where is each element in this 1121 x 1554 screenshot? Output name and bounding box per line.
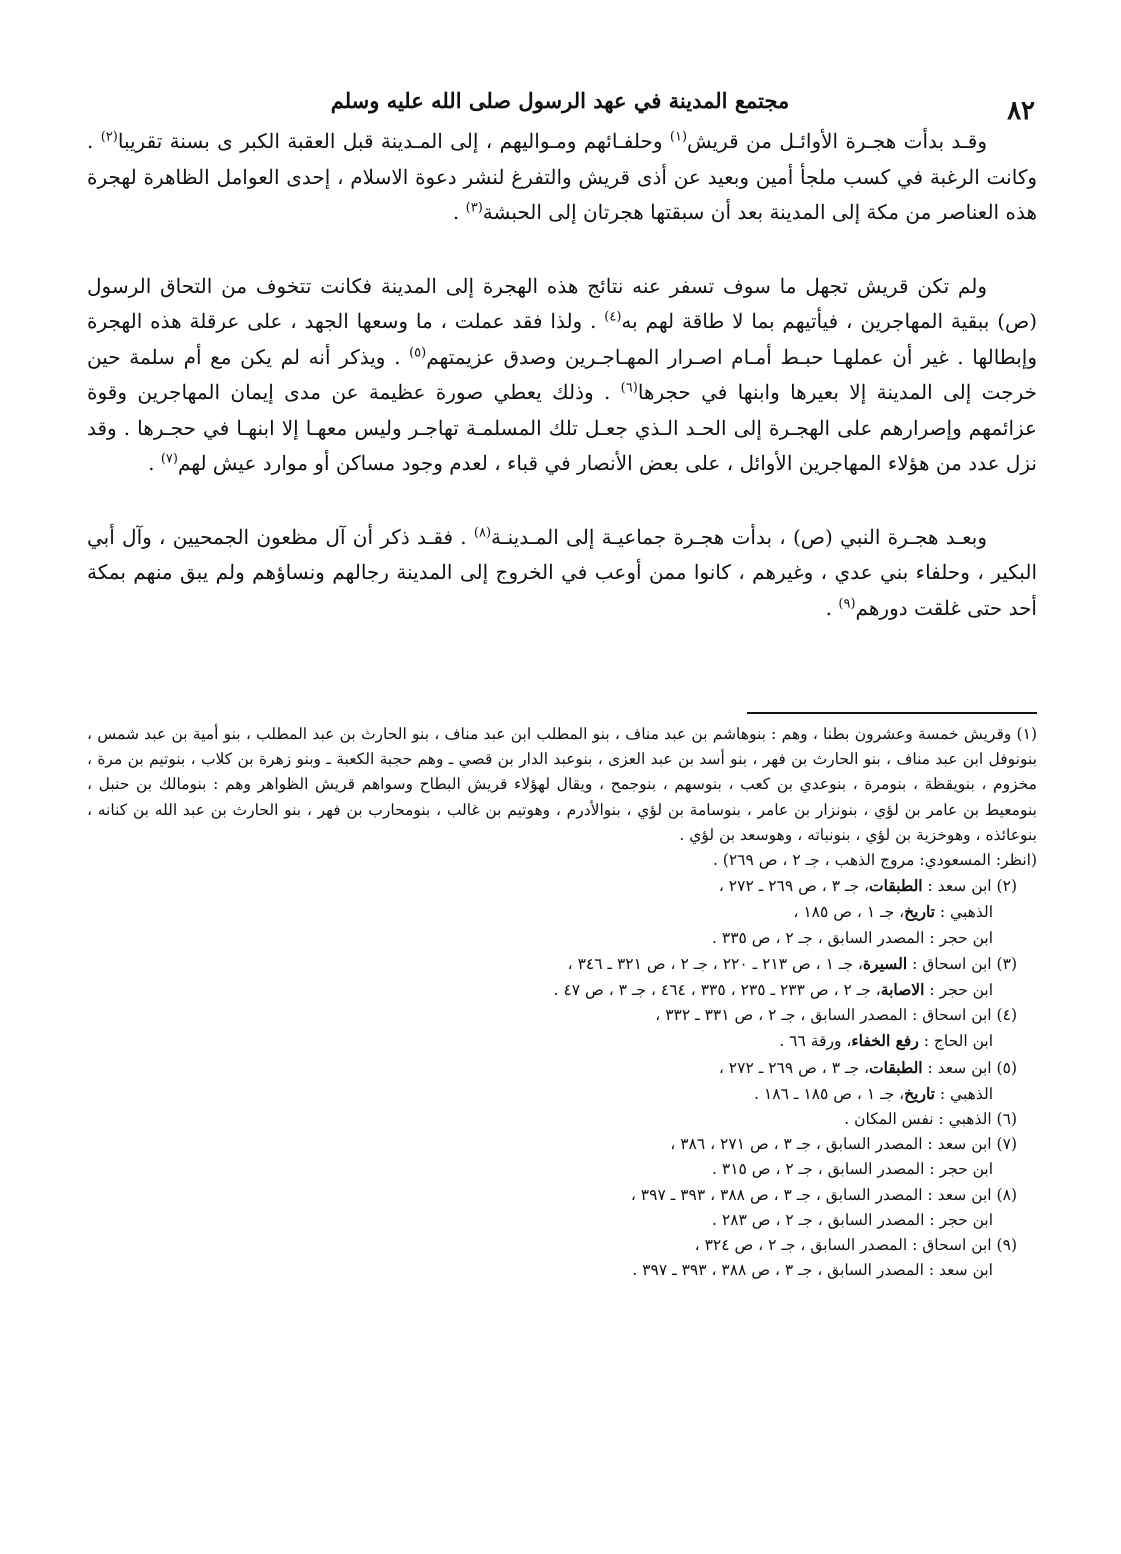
citation-entry (87, 1107, 1037, 1132)
citation-detail: ، جـ ١ ، ص ١٨٥ ، (793, 903, 905, 922)
citation-entry (87, 1233, 1037, 1258)
paragraph-text: . ولذا فقد عملت ، ما وسعها الجهد ، على عرقلة هذه الهجرة وإبطالها . غير أن عملهـا حبـط أمـام اصـرار المهـاجـرين وصدق عزيمتهم (87, 309, 1037, 369)
citation-entry (87, 977, 1037, 1003)
citation-detail: المصدر السابق ، جـ ٣ ، ص ٣٨٨ ، ٣٩٣ ـ ٣٩٧ . (632, 1261, 924, 1280)
citation-detail: المصدر السابق ، جـ ٢ ، ص ٢٨٣ . (712, 1210, 925, 1229)
citation-author: ابن حجر : (924, 1160, 993, 1179)
citation-number: (٦) (991, 1110, 1017, 1129)
body-text (87, 124, 1037, 626)
citation-detail: المصدر السابق ، جـ ٢ ، ص ٣٢٤ ، (694, 1236, 908, 1255)
citation-title: تاريخ (904, 902, 935, 922)
citation-entry (87, 1258, 1037, 1283)
citation-number: (٩) (991, 1236, 1017, 1255)
citation-author: الذهبي : (934, 1084, 993, 1103)
citation-entry (87, 926, 1037, 951)
footnote-reference: (٩) (838, 595, 856, 611)
citation-author: ابن اسحاق : (907, 954, 992, 973)
citation-entry (87, 951, 1037, 977)
citation-entry (87, 899, 1037, 925)
citation-number: (٢) (991, 877, 1017, 896)
body-paragraph (87, 124, 1037, 231)
running-head: مجتمع المدينة في عهد الرسول صلى الله عليه وسلم (330, 88, 790, 113)
citation-author: ابن سعد : (922, 1185, 992, 1204)
body-paragraph (87, 269, 1037, 482)
citation-detail: ، جـ ٣ ، ص ٢٦٩ ـ ٢٧٢ ، (718, 877, 870, 896)
citation-detail: المصدر السابق ، جـ ٢ ، ص ٣٣٥ . (712, 928, 925, 947)
citation-detail: ، جـ ١ ، ص ١٨٥ ـ ١٨٦ . (754, 1084, 905, 1103)
paragraph-text: ولم تكن قريش تجهل ما سوف تسفر عنه نتائج هذه الهجرة إلى المدينة فكانت تتخوف من التحاق الرسول (ص) ببقية المهاجرين ، فيأتيهم بما لا طاقة لهم به (87, 273, 1037, 333)
citation-detail: المصدر السابق ، جـ ٢ ، ص ٣٣١ ـ ٣٣٢ ، (655, 1006, 908, 1025)
footnote-reference: (٥) (409, 344, 427, 360)
citation-entry (87, 1003, 1037, 1028)
citation-title: الاصابة (880, 980, 925, 1000)
citation-number: (٤) (991, 1006, 1017, 1025)
citation-entry (87, 1028, 1037, 1054)
citation-number: (٧) (991, 1135, 1017, 1154)
citation-detail: نفس المكان . (844, 1110, 934, 1129)
footnote-1: (١) وقريش خمسة وعشرون بطنا ، وهم : بنوهاشم بن عبد مناف ، بنو المطلب ابن عبد مناف ، بنو الحارث بن عبد المطلب ، بنو أمية بن عبد شمس ، بنونوفل ابن عبد مناف ، بنو الحارث بن فهر ، بنو أسد بن عبد العزى ، بنوعبد الدار بن قصي ـ وهم حجبة الكعبة ـ وبنو زهرة بن كلاب ، بنوتيم بن مرة ، مخزوم ، بنويقظة ، بنومرة ، بنوعدي بن كعب ، بنوسهم ، بنوجمح ، ويقال لهؤلاء قريش البطاح وسواهم قريش الظواهر وهم : بنومالك بن حنبل ، بنومعيط بن عامر بن لؤي ، بنونزار بن عامر ، بنوسامة بن لؤي ، بنوالأدرم ، وهوتيم بن غالب ، بنومحارب بن فهر ، بنو الحارث بن عبد الله بن كنانه ، بنوعائذه ، وهوخزية بن لؤي ، بنونباته ، وهوسعد بن لؤي . (87, 725, 1037, 844)
citation-entry (87, 1183, 1037, 1208)
footnote-reference: (٣) (465, 200, 483, 216)
footnote-separator (747, 712, 1037, 714)
citation-detail: المصدر السابق ، جـ ٢ ، ص ٣١٥ . (712, 1160, 925, 1179)
footnotes (87, 722, 1037, 1283)
citation-detail: ، جـ ٢ ، ص ٢٣٣ ـ ٢٣٥ ، ٣٣٥ ، ٤٦٤ ، جـ ٣ ، ص ٤٧ . (553, 981, 881, 1000)
paragraph-text: . (825, 595, 839, 620)
paragraph-text: . وذلك يعطي صورة عظيمة عن مدى إيمان المهاجرين وقوة عزائمهم وإصرارهم على الهجـرة إلى الحـد الـذي جعـل تلك المسلمـة تهاجـر وليس معهـا إلا ابنهـا في حجـرها . وقد نزل عدد من هؤلاء المهاجرين الأوائل ، على بعض الأنصار في قباء ، لعدم وجود مساكن أو موارد عيش لهم (87, 380, 1037, 475)
citation-entry (87, 1157, 1037, 1182)
citation-detail: ، ورقة ٦٦ . (779, 1032, 852, 1051)
citation-author: ابن سعد : (923, 1261, 993, 1280)
citation-detail: المصدر السابق ، جـ ٣ ، ص ٢٧١ ، ٣٨٦ ، (670, 1135, 923, 1154)
footnote-1-reference: (انظر: المسعودي: مروج الذهب ، جـ ٢ ، ص ٢٦٩) . (712, 851, 1037, 870)
citation-detail: ، جـ ١ ، ص ٢١٣ ـ ٢٢٠ ، جـ ٢ ، ص ٣٢١ ـ ٣٤٦ ، (567, 954, 863, 973)
footnote-reference: (٢) (100, 129, 118, 145)
citation-author: ابن حجر : (924, 981, 993, 1000)
paragraph-text: . (452, 200, 466, 224)
paragraph-text: وحلفـائهم ومـواليهم ، إلى المـدينة قبل العقبة الكبر ى بسنة تقريبا (117, 129, 670, 153)
citation-author: ابن الحاج : (918, 1032, 993, 1051)
citation-author: ابن حجر : (924, 1210, 993, 1229)
footnote-reference: (٨) (473, 524, 492, 540)
citation-author: ابن سعد : (922, 877, 992, 896)
paragraph-text: وبعـد هجـرة النبي (ص) ، بدأت هجـرة جماعيـة إلى المـدينـة (491, 524, 987, 549)
citation-entry (87, 1081, 1037, 1107)
citation-number: (٣) (991, 954, 1017, 973)
citation-number: (٥) (991, 1058, 1017, 1077)
citation-author: الذهبي : (933, 1110, 992, 1129)
citation-title: تاريخ (904, 1083, 935, 1103)
citation-entry (87, 1132, 1037, 1157)
citation-entry (87, 873, 1037, 899)
citation-title: الطبقات (869, 1057, 923, 1077)
footnote-reference: (٤) (604, 309, 622, 325)
citation-author: ابن حجر : (924, 928, 993, 947)
citation-entry (87, 1208, 1037, 1233)
paragraph-text: . ويذكر أنه لم يكن مع أم سلمة حين خرجت إلى المدينة إلا بعيرها وابنها في حجرها (87, 344, 1037, 404)
footnote-reference: (٦) (620, 380, 638, 396)
citation-author: الذهبي : (934, 903, 993, 922)
paragraph-text: . وكانت الرغبة في كسب ملجأ أمين وبعيد عن أذى قريش والتفرغ لنشر دعوة الاسلام ، إحدى العوامل الظاهرة لهجرة هذه العناصر من مكة إلى المدينة بعد أن سبقتها هجرتان إلى الحبشة (87, 129, 1037, 224)
citation-list (87, 873, 1037, 1283)
citation-author: ابن اسحاق : (907, 1006, 992, 1025)
citation-detail: ، جـ ٣ ، ص ٢٦٩ ـ ٢٧٢ ، (718, 1058, 870, 1077)
citation-title: السيرة (862, 953, 908, 973)
citation-detail: المصدر السابق ، جـ ٣ ، ص ٣٨٨ ، ٣٩٣ ـ ٣٩٧ ، (630, 1185, 923, 1204)
citation-author: ابن اسحاق : (907, 1236, 992, 1255)
footnote-reference: (٧) (160, 451, 178, 467)
paragraph-text: وقـد بدأت هجـرة الأوائـل من قريش (687, 129, 988, 153)
citation-author: ابن سعد : (922, 1135, 992, 1154)
citation-title: الطبقات (869, 876, 923, 896)
paragraph-text: . (148, 451, 161, 475)
citation-author: ابن سعد : (922, 1058, 992, 1077)
body-paragraph (87, 520, 1037, 627)
citation-title: رفع الخفاء (851, 1031, 919, 1051)
citation-entry (87, 1055, 1037, 1081)
page-number: ٨٢ (1007, 96, 1035, 126)
citation-number: (٨) (991, 1185, 1017, 1204)
paragraph-text: . فقـد ذكر أن آل مظعون الجمحيين ، وآل أبي البكير ، وحلفاء بني عدي ، وغيرهم ، كانوا ممن أوعب في الخروج إلى المدينة رجالهم ونساؤهم ولم يبق منهم بمكة أحد حتى غلقت دورهم (87, 524, 1037, 620)
footnote-reference: (١) (669, 129, 688, 145)
